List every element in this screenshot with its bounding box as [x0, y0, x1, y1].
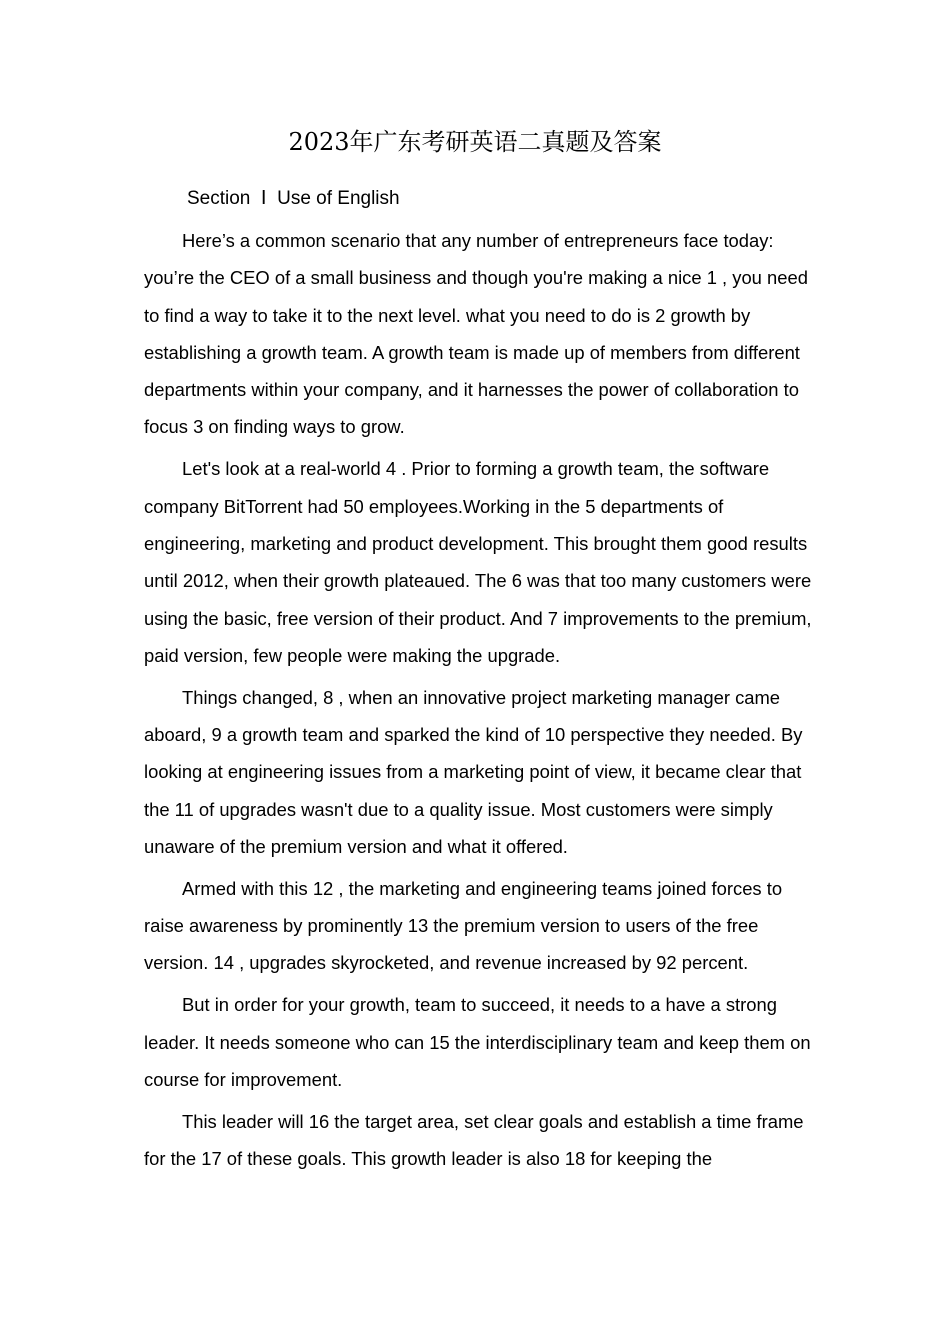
- paragraph: Here’s a common scenario that any number of entrepreneurs face today: you’re the CEO of a small business and though you're making a nice 1 , you need to find a way to take it to the next level. what you need to do is 2 growth by establishing a growth team. A growth team is made up of members from different departments within your company, and it harnesses the power of collaboration to focus 3 on finding ways to grow.: [144, 230, 808, 438]
- paragraph: This leader will 16 the target area, set clear goals and establish a time frame for the 17 of these goals. This growth leader is also 18 for keeping the: [144, 1110, 804, 1170]
- paragraph: Let's look at a real-world 4 . Prior to forming a growth team, the software company BitTorrent had 50 employees.Working in the 5 departments of engineering, marketing and product development. This brought them good results until 2012, when their growth plateaued. The 6 was that too many customers were using the basic, free version of their product. And 7 improvements to the premium, paid version, few people were making the upgrade.: [144, 458, 812, 666]
- paragraph: But in order for your growth, team to succeed, it needs to a have a strong leader. It needs someone who can 15 the interdisciplinary team and keep them on course for improvement.: [144, 994, 811, 1090]
- document-body: [144, 222, 814, 1182]
- paragraph: Armed with this 12 , the marketing and engineering teams joined forces to raise awareness by prominently 13 the premium version to users of the free version. 14 , upgrades skyrocketed, and revenue increased by 92 percent.: [144, 877, 783, 974]
- document-title: 2023年广东考研英语二真题及答案: [288, 128, 662, 156]
- paragraph: Things changed, 8 , when an innovative project marketing manager came aboard, 9 a growth team and sparked the kind of 10 perspective they needed. By looking at engineering issues from a marketing point of view, it became clear that the 11 of upgrades wasn't due to a quality issue. Most customers were simply unaware of the premium version and what it offered.: [144, 686, 803, 857]
- section-heading: Section Ⅰ Use of English: [187, 188, 400, 209]
